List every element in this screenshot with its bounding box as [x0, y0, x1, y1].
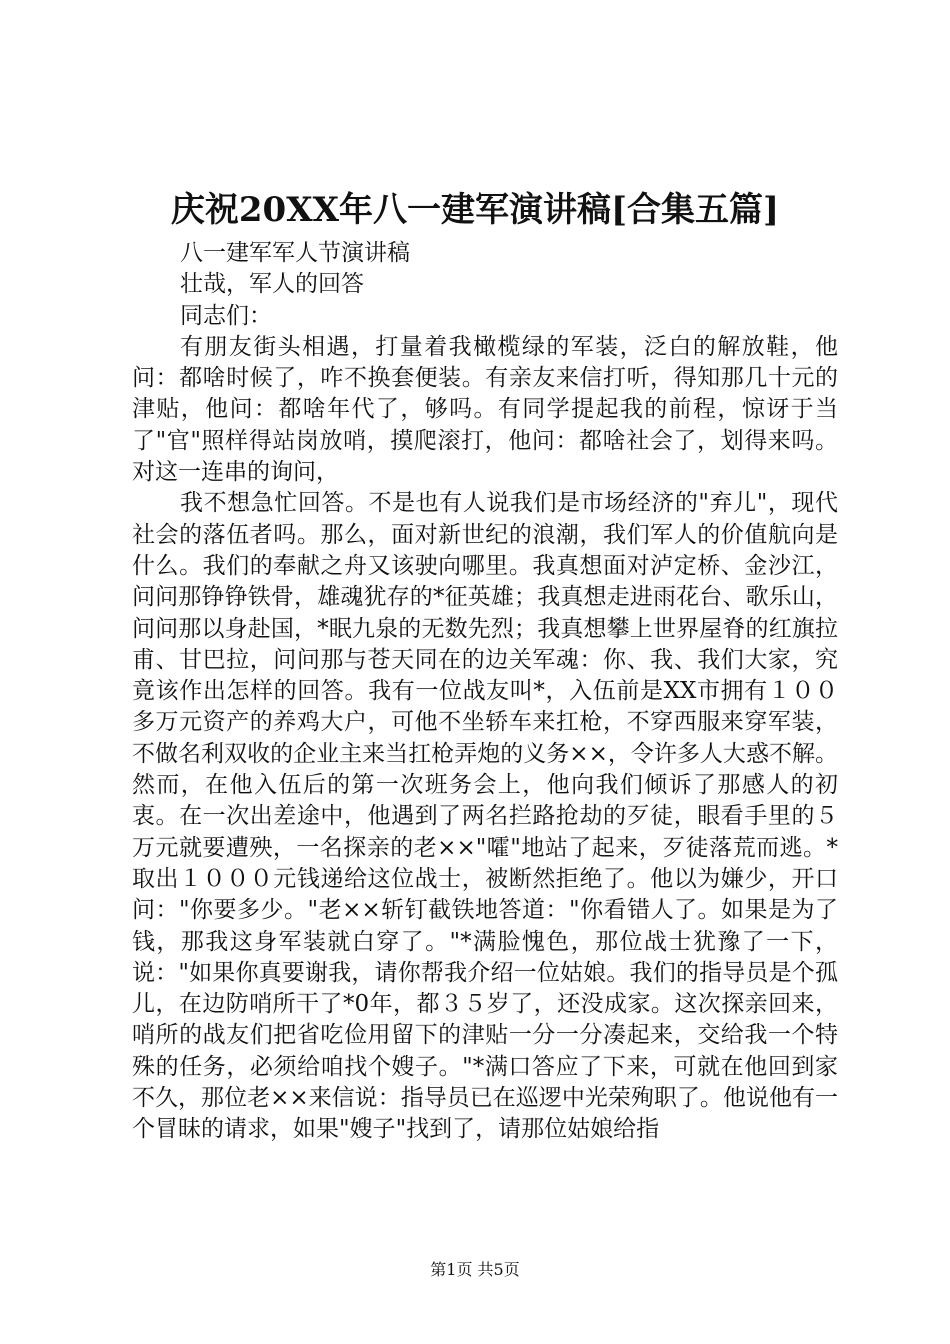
speech-title-line: 壮哉，军人的回答 — [180, 271, 364, 298]
salutation-line: 同志们： — [180, 302, 272, 329]
document-title: 庆祝20XX年八一建军演讲稿[合集五篇] — [170, 190, 780, 230]
body-paragraph: 有朋友街头相遇，打量着我橄榄绿的军装，泛白的解放鞋，他问：都啥时候了，咋不换套便装。有亲友来信打听，得知那几十元的津贴，他问：都啥年代了，够吗。有同学提起我的前程，惊讶于当了"官"照样得站岗放哨，摸爬滚打，他问：都啥社会了，划得来吗。对这一连串的询问， — [132, 333, 838, 486]
subtitle-line: 八一建军军人节演讲稿 — [180, 240, 410, 266]
body-paragraph: 我不想急忙回答。不是也有人说我们是市场经济的"弃儿"，现代社会的落伍者吗。那么，面对新世纪的浪潮，我们军人的价值航向是什么。我们的奉献之舟又该驶向哪里。我真想面对泸定桥、金沙江，问问那铮铮铁骨，雄魂犹存的*征英雄；我真想走进雨花台、歌乐山，问问那以身赴国，*眠九泉的无数先烈；我真想攀上世界屋脊的红旗拉甫、甘巴拉，问问那与苍天同在的边关军魂：你、我、我们大家，究竟该作出怎样的回答。我有一位战友叫*，入伍前是XX市拥有１００多万元资产的养鸡大户，可他不坐轿车来扛枪，不穿西服来穿军装，不做名利双收的企业主来当扛枪弄炮的义务××，令许多人大惑不解。然而，在他入伍后的第一次班务会上，他向我们倾诉了那感人的初衷。在一次出差途中，他遇到了两名拦路抢劫的歹徒，眼看手里的５万元就要遭殃，一名探亲的老××"嚯"地站了起来，歹徒落荒而逃。*取出１０００元钱递给这位战士，被断然拒绝了。他以为嫌少，开口问："你要多少。"老××斩钉截铁地答道："你看错人了。如果是为了钱，那我这身军装就白穿了。"*满脸愧色，那位战士犹豫了一下，说："如果你真要谢我，请你帮我介绍一位姑娘。我们的指导员是个孤儿，在边防哨所干了*0年，都３５岁了，还没成家。这次探亲回来，哨所的战友们把省吃俭用留下的津贴一分一分凑起来，交给我一个特殊的任务，必须给咱找个嫂子。"*满口答应了下来，可就在他回到家不久，那位老××来信说：指导员已在巡逻中光荣殉职了。他说他有一个冒昧的请求，如果"嫂子"找到了，请那位姑娘给指 — [132, 490, 838, 1143]
page-number-footer: 第1页 共5页 — [430, 1260, 520, 1279]
document-body — [132, 238, 838, 1146]
